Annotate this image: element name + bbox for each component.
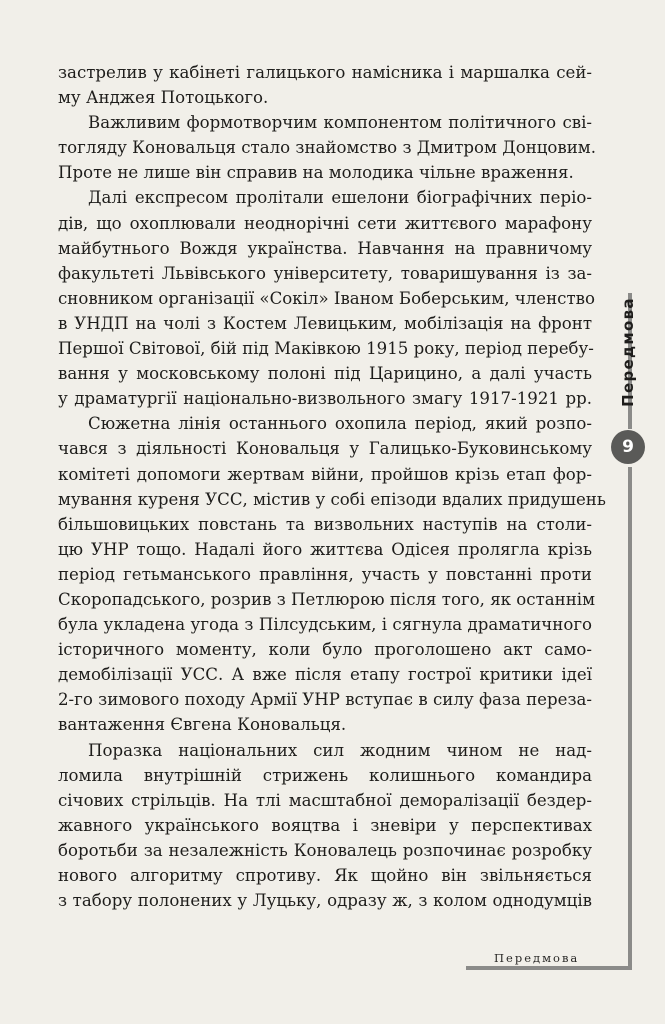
text-line: ломила внутрішній стрижень колишнього командира <box>58 765 592 785</box>
text-line: факультеті Львівського університету, товаришування із за- <box>58 263 592 283</box>
text-line: 2-го зимового походу Армії УНР вступає в силу фаза переза- <box>58 690 592 710</box>
text-line: Скоропадського, розрив з Петлюрою після того, як останнім <box>58 589 595 609</box>
text-line: чався з діяльності Коновальця у Галицько-Буковинському <box>58 439 592 459</box>
text-line: Проте не лише він справив на молодика чільне враження. <box>58 163 574 183</box>
text-line: період гетьманського правління, участь у повстанні проти <box>58 564 592 584</box>
bottom-rule <box>466 966 632 970</box>
text-line: більшовицьких повстань та визвольних наступів на столи- <box>58 514 592 534</box>
text-line: боротьби за незалежність Коновалець розпочинає розробку <box>58 840 592 860</box>
text-line: вання у московському полоні під Царицино, а далі участь <box>58 364 592 384</box>
text-line: демобілізації УСС. А вже після етапу гострої критики ідеї <box>58 665 592 685</box>
text-line: майбутнього Вождя українства. Навчання на правничому <box>58 238 592 258</box>
text-line: з табору полонених у Луцьку, одразу ж, з колом однодумців <box>58 891 592 911</box>
text-line: застрелив у кабінеті галицького намісника і маршалка сей- <box>58 63 592 82</box>
footer-running-title: Передмова <box>494 951 580 965</box>
paragraph-first-line: Сюжетна лінія останнього охопила період, який розпо- <box>88 414 592 434</box>
text-line: у драматургії національно-визвольного змагу 1917-1921 рр. <box>58 389 592 409</box>
text-line: сновником організації «Сокіл» Іваном Боберським, членство <box>58 288 595 308</box>
text-line: цю УНР тощо. Надалі його життєва Одісея пролягла крізь <box>58 539 592 559</box>
paragraph-first-line: Поразка національних сил жодним чином не над- <box>88 740 592 760</box>
text-line: вантаження Євгена Коновальця. <box>58 715 347 735</box>
text-line: в УНДП на чолі з Костем Левицьким, мобілізація на фронт <box>58 313 592 333</box>
body-text <box>58 60 606 913</box>
text-line: тогляду Коновальця стало знайомство з Дмитром Донцовим. <box>58 138 596 158</box>
text-line: комітеті допомоги жертвам війни, пройшов крізь етап фор- <box>58 464 592 484</box>
page-number-badge: 9 <box>611 430 645 464</box>
text-line: була укладена угода з Пілсудським, і сягнула драматичного <box>58 615 592 635</box>
text-line: Першої Світової, бій під Маківкою 1915 року, період перебу- <box>58 339 594 359</box>
text-line: січових стрільців. На тлі масштабної деморалізації бездер- <box>58 790 592 810</box>
text-line: дів, що охоплювали неоднорічні сети життєвого марафону <box>58 213 592 233</box>
paragraph-first-line: Важливим формотворчим компонентом політичного сві- <box>88 113 592 133</box>
vertical-running-title: Передмова <box>619 297 637 407</box>
text-line: історичного моменту, коли було проголошено акт само- <box>58 640 592 660</box>
text-line: жавного українського вояцтва і зневіри у перспективах <box>58 815 592 835</box>
text-line: му Анджея Потоцького. <box>58 88 269 108</box>
text-line: мування куреня УСС, містив у собі епізоди вдалих придушень <box>58 489 606 509</box>
paragraph-first-line: Далі експресом пролітали ешелони біографічних періо- <box>88 188 592 208</box>
text-line: нового алгоритму спротиву. Як щойно він звільняється <box>58 866 592 885</box>
